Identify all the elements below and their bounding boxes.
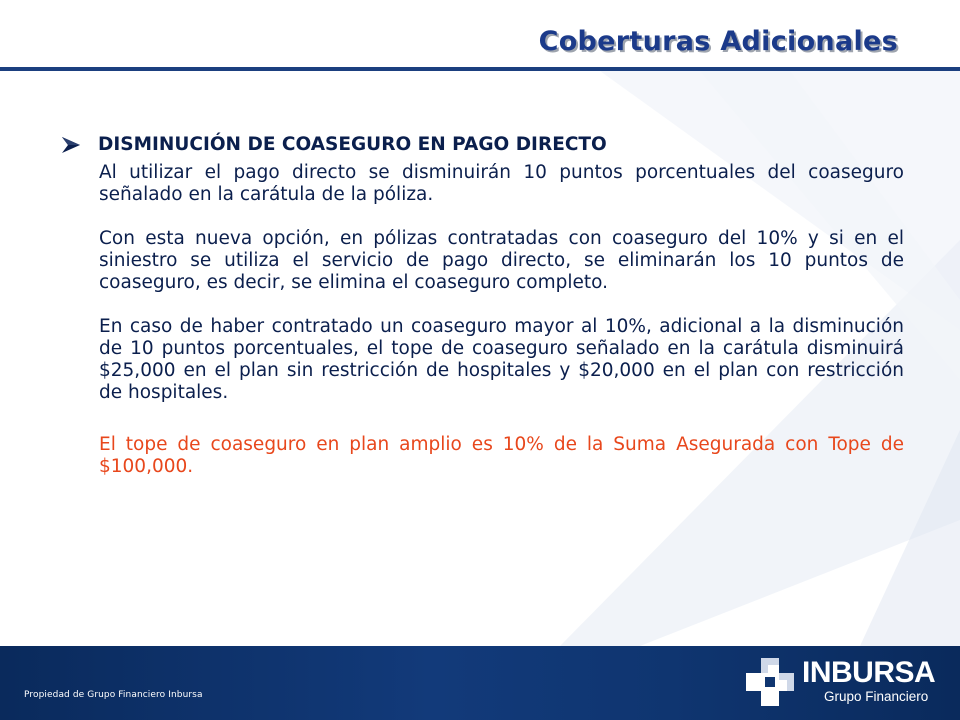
arrow-bullet-icon — [60, 136, 82, 154]
title-divider — [0, 67, 960, 71]
slide-title: Coberturas Adicionales — [538, 26, 898, 57]
paragraph-2: Con esta nueva opción, en pólizas contratadas con coaseguro del 10% y si en el siniestro se utiliza el servicio de pago directo, se eliminarán los 10 puntos de coaseguro, es decir, se elimina el coaseguro completo. — [99, 228, 904, 293]
inbursa-logo-icon — [744, 656, 796, 708]
logo-name: INBURSA — [802, 656, 936, 689]
inbursa-logo — [744, 652, 944, 714]
paragraph-1: Al utilizar el pago directo se disminuirán 10 puntos porcentuales del coaseguro señalado en la carátula de la póliza. — [99, 162, 904, 205]
section-heading: DISMINUCIÓN DE COASEGURO EN PAGO DIRECTO — [98, 134, 607, 155]
slide-content — [58, 132, 904, 478]
logo-subtitle: Grupo Financiero — [824, 689, 929, 704]
section-heading-row — [58, 132, 904, 158]
highlight-note: El tope de coaseguro en plan amplio es 10% de la Suma Asegurada con Tope de $100,000. — [99, 434, 904, 477]
ownership-text: Propiedad de Grupo Financiero Inbursa — [24, 690, 203, 700]
paragraph-3: En caso de haber contratado un coaseguro mayor al 10%, adicional a la disminución de 10 puntos porcentuales, el tope de coaseguro señalado en la carátula disminuirá $25,000 en el plan sin restricción de hospitales y $20,000 en el plan con restricción de hospitales. — [99, 316, 904, 403]
